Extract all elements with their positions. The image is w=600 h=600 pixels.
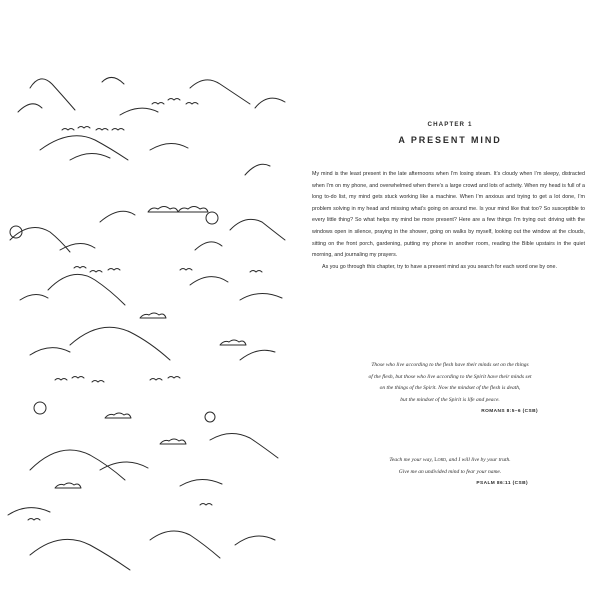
suns-drawing <box>10 212 218 422</box>
mountain-drawing <box>8 211 285 570</box>
verse-line: but the mindset of the Spirit is life and peace. <box>400 396 500 403</box>
text-page <box>300 0 600 600</box>
body-paragraph: As you go through this chapter, try to have a present mind as you search for each word one by one. <box>322 263 557 270</box>
mountain-drawing <box>18 77 285 175</box>
birds-drawing <box>28 267 262 521</box>
body-paragraph: My mind is the least present in the late afternoons when I’m losing steam. It’s cloudy when I’m sleepy, distracted when I’m on my phone, and overwhelmed when there’s a large crowd and lots of activity. When my head is full of a long to-do list, my mind gets stuck working like a machine. When I’m anxious and trying to get a lot done, I’m problem solving in my head and missing what’s going on around me. Is your mind like that too? So susceptible to every little thing? So what helps my mind be more present? Here are a few things I’m trying out: driving with the windows open in silence, praying in the shower, going on walks by myself, looking out the window at the clouds, sitting on the front porch, gardening, putting my phone in another room, reading the Bible upstairs in the quiet morning, and journaling my prayers. <box>312 171 585 259</box>
scripture-quote <box>316 360 584 418</box>
verse-line: of the flesh, but those who live according to the Spirit have their minds set <box>368 373 532 380</box>
verse-line: Teach me your way, Lord, and I will live by your truth. <box>389 457 511 463</box>
lord-small-caps: Lord <box>434 457 447 463</box>
birds-drawing <box>62 99 198 131</box>
chapter-label: CHAPTER 1 <box>427 121 473 128</box>
verse-line: Those who live according to the flesh have their minds set on the things <box>371 362 529 368</box>
verse-line: on the things of the Spirit. Now the mindset of the flesh is death, <box>379 385 521 391</box>
scripture-quote <box>316 455 584 490</box>
clouds-drawing <box>55 207 246 489</box>
verse-reference: PSALM 86:11 (CSB) <box>476 481 528 486</box>
chapter-title: A PRESENT MIND <box>398 135 502 145</box>
verse-reference: ROMANS 8:5–6 (CSB) <box>481 409 538 414</box>
verse-line: Give me an undivided mind to fear your name. <box>398 468 502 475</box>
chapter-body <box>312 169 585 273</box>
